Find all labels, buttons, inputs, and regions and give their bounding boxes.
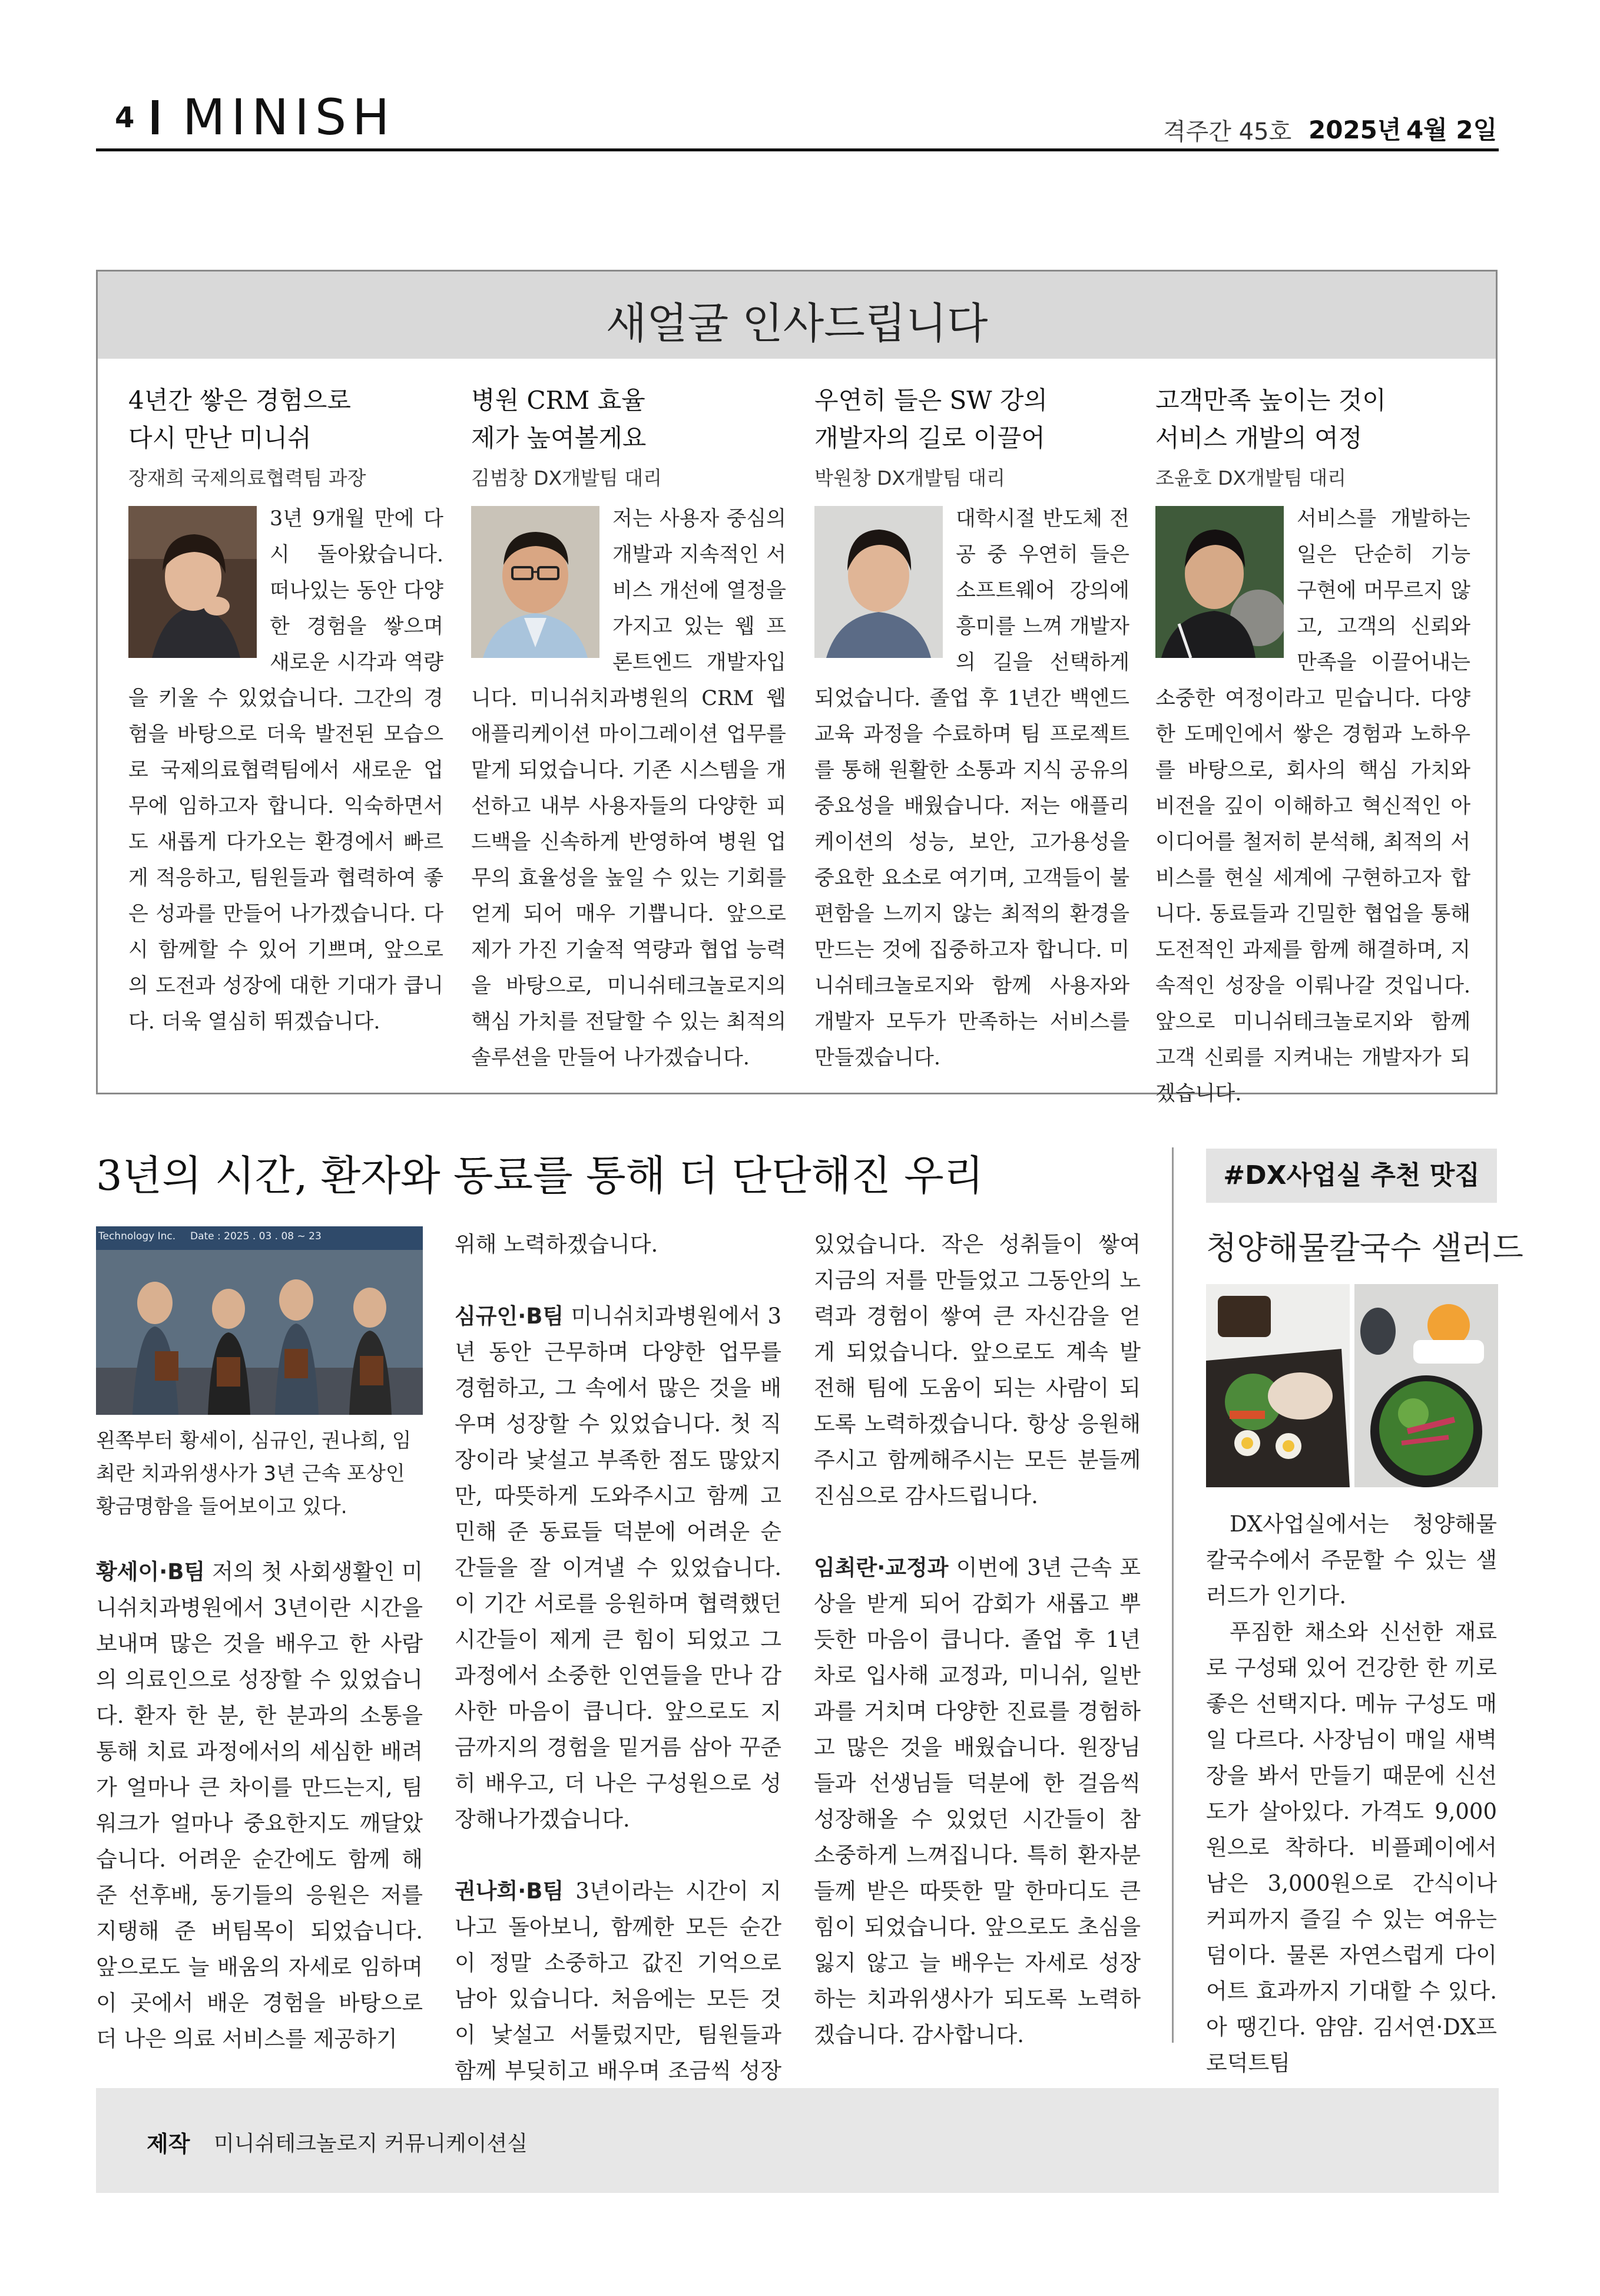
recommendation-tag: #DX사업실 추천 맛집 — [1206, 1149, 1497, 1203]
article-paragraph: 이번에 3년 근속 포상을 받게 되어 감회가 새롭고 뿌듯한 마음이 큽니다. 졸업 후 1년차로 입사해 교정과, 미니쉬, 일반과를 거치며 다양한 진료를 경험하고 많은 것을 배웠습니다. 원장님들과 선생님들 덕분에 한 걸음씩 성장해올 수 있었던 시간들이 참 소중하게 느껴집니다. 특히 환자분들께 받은 따뜻한 말 한마디도 큰 힘이 되었습니다. 앞으로도 초심을 잃지 않고 늘 배우는 자세로 성장하는 치과위생사가 되도록 노력하겠습니다. 감사합니다. — [814, 1555, 1141, 2047]
profile-body: 저는 사용자 중심의 개발과 지속적인 서비스 개선에 열정을 가지고 있는 웹 프론트엔드 개발자입니다. 미니쉬치과병원의 CRM 웹 애플리케이션 마이그레이션 업무를 맡게 되었습니다. 기존 시스템을 개선하고 내부 사용자들의 다양한 피드백을 신속하게 반영하여 병원 업무의 효율성을 높일 수 있는 기회를 얻게 되어 매우 기쁩니다. 앞으로 제가 가진 기술적 역량과 협업 능력을 바탕으로, 미니쉬테크놀로지의 핵심 가치를 전달할 수 있는 최적의 솔루션을 만들어 나가겠습니다. — [471, 507, 786, 1070]
speaker-name: 황세이·B팀 — [96, 1559, 206, 1584]
profile-byline: 조윤호 DX개발팀 대리 — [1155, 467, 1347, 489]
photo-caption: 왼쪽부터 황세이, 심규인, 권나희, 임최란 치과위생사가 3년 근속 포상인 황금명함을 들어보이고 있다. — [96, 1429, 412, 1518]
publication-title: MINISH — [183, 88, 396, 146]
article-paragraph: 저의 첫 사회생활인 미니쉬치과병원에서 3년이란 시간을 보내며 많은 것을 배우고 한 사람의 의료인으로 성장할 수 있었습니다. 환자 한 분, 한 분과의 소통을 통해 치료 과정에서의 세심한 배려가 얼마나 큰 차이를 만드는지, 팀워크가 얼마나 중요한지도 깨달았습니다. 어려운 순간에도 함께 해 준 선후배, 동기들의 응원은 저를 지탱해 준 버팀목이 되었습니다. 앞으로도 늘 배움의 자세로 임하며 이 곳에서 배운 경험을 바탕으로 더 나은 의료 서비스를 제공하기 — [96, 1559, 423, 2052]
article-paragraph: 위해 노력하겠습니다. — [455, 1232, 658, 1257]
photo-overlay-company: Technology Inc. — [98, 1230, 176, 1242]
profile-headline: 우연히 들은 SW 강의 — [814, 386, 1048, 415]
column-divider — [1172, 1147, 1174, 2043]
profile-photo — [471, 506, 599, 658]
profile-card — [471, 382, 786, 1076]
profile-headline: 4년간 쌓은 경험으로 — [128, 386, 351, 415]
speaker-name: 심규인·B팀 — [455, 1304, 564, 1329]
profile-headline: 고객만족 높이는 것이 — [1155, 386, 1386, 415]
recommendation-body — [1206, 1506, 1497, 2081]
footer-credit: 미니쉬테크놀로지 커뮤니케이션실 — [214, 2132, 528, 2156]
profile-card — [1155, 382, 1470, 1112]
profile-headline: 제가 높여볼게요 — [471, 424, 647, 452]
salad-photo — [1206, 1284, 1350, 1487]
footer — [96, 2088, 1499, 2193]
recommendation-title: 청양해물칼국수 샐러드 — [1206, 1229, 1523, 1266]
article-column-1 — [96, 1554, 423, 2093]
article-column-3 — [814, 1226, 1141, 2089]
profile-photo — [1155, 506, 1284, 658]
footer-label: 제작 — [147, 2131, 190, 2157]
profile-card — [128, 382, 443, 1040]
profile-byline: 장재희 국제의료협력팀 과장 — [128, 467, 366, 489]
header-rule — [96, 148, 1499, 151]
speaker-name: 권나희·B팀 — [455, 1878, 564, 1904]
profile-photo — [814, 506, 943, 658]
photo-overlay-date: Date : 2025 . 03 . 08 ~ 23 — [190, 1230, 322, 1242]
new-faces-header — [98, 272, 1496, 359]
profile-byline: 김범창 DX개발팀 대리 — [471, 467, 662, 489]
speaker-name: 임최란·교정과 — [814, 1555, 949, 1580]
article-paragraph: 미니쉬치과병원에서 3년 동안 근무하며 다양한 업무를 경험하고, 그 속에서 많은 것을 배우며 성장할 수 있었습니다. 첫 직장이라 낯설고 부족한 점도 많았지만, 따뜻하게 도와주시고 함께 고민해 준 동료들 덕분에 어려운 순간들을 잘 이겨낼 수 있었습니다. 이 기간 서로를 응원하며 협력했던 시간들이 제게 큰 힘이 되었고 그 과정에서 소중한 인연들을 만나 감사한 마음이 큽니다. 앞으로도 지금까지의 경험을 밑거름 삼아 꾸준히 배우고, 더 나은 구성원으로 성장해나가겠습니다. — [455, 1304, 781, 1832]
article-paragraph: 3년이라는 시간이 지나고 돌아보니, 함께한 모든 순간이 정말 소중하고 값진 기억으로 남아 있습니다. 처음에는 모든 것이 낯설고 서툴렀지만, 팀원들과 함께 부딪히고 배우며 조금씩 성장 — [455, 1878, 781, 2083]
issue-date: 4월 2일 — [1406, 115, 1498, 144]
recommendation-paragraph: DX사업실에서는 청양해물칼국수에서 주문할 수 있는 샐러드가 인기다. — [1206, 1511, 1497, 1609]
profile-headline: 다시 만난 미니쉬 — [128, 424, 312, 452]
salad-photo — [1354, 1284, 1498, 1487]
issue-label: 격주간 45호 — [1163, 118, 1292, 145]
profile-headline: 개발자의 길로 이끌어 — [814, 424, 1045, 452]
article-title: 3년의 시간, 환자와 동료를 통해 더 단단해진 우리 — [96, 1152, 984, 1200]
issue-year: 2025년 — [1309, 115, 1402, 144]
profile-headline: 병원 CRM 효율 — [471, 386, 645, 415]
profile-body: 3년 9개월 만에 다시 돌아왔습니다. 떠나있는 동안 다양한 경험을 쌓으며 새로운 시각과 역량을 키울 수 있었습니다. 그간의 경험을 바탕으로 더욱 발전된 모습으로 국제의료협력팀에서 새로운 업무에 임하고자 합니다. 익숙하면서도 새롭게 다가오는 환경에서 빠르게 적응하고, 팀원들과 협력하여 좋은 성과를 만들어 나가겠습니다. 다시 함께할 수 있어 기쁘며, 앞으로의 도전과 성장에 대한 기대가 큽니다. 더욱 열심히 뛰겠습니다. — [128, 507, 443, 1034]
article-photo — [96, 1226, 423, 1415]
page-number: 4 — [115, 101, 135, 134]
profile-body: 대학시절 반도체 전공 중 우연히 들은 소프트웨어 강의에 흥미를 느껴 개발자의 길을 선택하게 되었습니다. 졸업 후 1년간 백엔드 교육 과정을 수료하며 팀 프로젝트를 통해 원활한 소통과 지식 공유의 중요성을 배웠습니다. 저는 애플리케이션의 성능, 보안, 고가용성을 중요한 요소로 여기며, 고객들이 불편함을 느끼지 않는 최적의 환경을 만드는 것에 집중하고자 합니다. 미니쉬테크놀로지와 함께 사용자와 개발자 모두가 만족하는 서비스를 만들겠습니다. — [814, 507, 1129, 1070]
article-column-2 — [455, 1226, 781, 2161]
profile-photo — [128, 506, 257, 658]
article-paragraph: 있었습니다. 작은 성취들이 쌓여 지금의 저를 만들었고 그동안의 노력과 경험이 쌓여 큰 자신감을 얻게 되었습니다. 앞으로도 계속 발전해 팀에 도움이 되는 사람이 되도록 노력하겠습니다. 항상 응원해주시고 함께해주시는 모든 분들께 진심으로 감사드립니다. — [814, 1232, 1141, 1508]
profile-byline: 박원창 DX개발팀 대리 — [814, 467, 1006, 489]
profile-card — [814, 382, 1129, 1076]
recommendation-paragraph: 푸짐한 채소와 신선한 재료로 구성돼 있어 건강한 한 끼로 좋은 선택지다. 메뉴 구성도 매일 다르다. 사장님이 매일 새벽 장을 봐서 만들기 때문에 신선도가 살아있다. 가격도 9,000원으로 착하다. 비플페이에서 남은 3,000원으로 간식이나 커피까지 즐길 수 있는 여유는 덤이다. 물론 자연스럽게 다이어트 효과까지 기대할 수 있다. 아 땡긴다. 얌얌. 김서연·DX프로덕트팀 — [1206, 1619, 1497, 2076]
profile-body: 서비스를 개발하는 일은 단순히 기능 구현에 머무르지 않고, 고객의 신뢰와 만족을 이끌어내는 소중한 여정이라고 믿습니다. 다양한 도메인에서 쌓은 경험과 노하우를 바탕으로, 회사의 핵심 가치와 비전을 깊이 이해하고 혁신적인 아이디어를 철저히 분석해, 최적의 서비스를 현실 세계에 구현하고자 합니다. 동료들과 긴밀한 협업을 통해 도전적인 과제를 함께 해결하며, 지속적인 성장을 이뤄나갈 것입니다. 앞으로 미니쉬테크놀로지와 함께 고객 신뢰를 지켜내는 개발자가 되겠습니다. — [1155, 507, 1470, 1106]
profile-headline: 서비스 개발의 여정 — [1155, 424, 1363, 452]
new-faces-title: 새얼굴 인사드립니다 — [605, 299, 988, 348]
header-divider — [152, 100, 158, 134]
